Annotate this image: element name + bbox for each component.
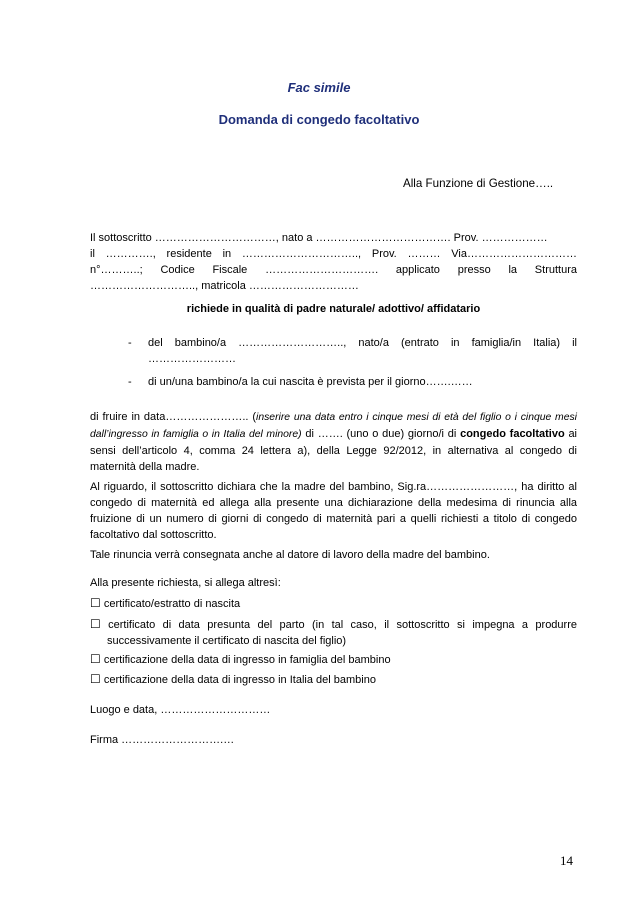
p1-text: di fruire in data………………….. (: [90, 411, 257, 423]
page-number: 14: [560, 853, 573, 868]
dash-marker: -: [128, 337, 132, 349]
attachment-item: [90, 651, 577, 668]
p1-italic-note: inserire una data entro i cinque mesi di età del figlio o i cinque mesi dall’ingresso in famiglia o in Italia del minore): [90, 412, 577, 440]
option-child-born: [128, 335, 577, 367]
paragraph-consegna: Tale rinuncia verrà consegnata anche al datore di lavoro della madre del bambino.: [90, 549, 490, 561]
attachment-item: [90, 616, 577, 649]
attachment-item: [90, 671, 577, 688]
attachments-intro: Alla presente richiesta, si allega altresì:: [90, 577, 281, 589]
document-title: Fac simile: [287, 80, 351, 95]
p1-bold-congedo: congedo facoltativo: [460, 428, 565, 440]
recipient-line: Alla Funzione di Gestione…..: [403, 177, 554, 190]
checkbox-icon: ☐: [90, 672, 101, 686]
intro-line-1: Il sottoscritto ……………………………, nato a ………………………………. Prov. ………………: [90, 232, 548, 244]
document-subtitle: Domanda di congedo facoltativo: [218, 112, 420, 127]
attachment-label-cont: successivamente il certificato di nascita del figlio): [107, 635, 347, 647]
attachment-item: [90, 595, 577, 612]
checkbox-icon: ☐: [90, 652, 101, 666]
option-1-line-2: ……………………: [148, 353, 236, 365]
checkbox-icon: ☐: [90, 596, 101, 610]
attachment-label: certificazione della data di ingresso in Italia del bambino: [103, 674, 376, 686]
attachment-label: certificato/estratto di nascita: [103, 598, 241, 610]
signature-line: Firma ……………………….…: [90, 734, 235, 746]
checkbox-icon: ☐: [90, 617, 101, 631]
intro-line-2: il …………., residente in ………………………….., Prov. ……… Via…………………………: [90, 248, 577, 260]
dash-marker: -: [128, 376, 132, 388]
intro-line-3: n°………..; Codice Fiscale …………………………. applicato presso la Struttura: [90, 264, 577, 276]
paragraph-rinuncia: Al riguardo, il sottoscritto dichiara che la madre del bambino, Sig.ra……………………, ha diritto al congedo di maternità ed allega alla presente una dichiarazione della medesima di rinuncia alla fruizione di un numero di giorni di congedo di maternità pari a quelli richiesti a titolo di congedo facoltativo dal sottoscritto.: [90, 481, 577, 541]
intro-line-4: ……………………….., matricola …………………………: [90, 280, 359, 292]
option-1-line-1: del bambino/a ……………………….., nato/a (entrato in famiglia/in Italia) il: [148, 337, 577, 349]
option-2-line-1: di un/una bambino/a la cui nascita è prevista per il giorno…….……: [148, 376, 473, 388]
place-date-line: Luogo e data, …………………………: [90, 704, 271, 716]
option-child-expected: [128, 374, 577, 390]
attachment-label: certificazione della data di ingresso in famiglia del bambino: [103, 654, 391, 666]
attachment-label: certificato di data presunta del parto (in tal caso, il sottoscritto si impegna a produrre: [108, 619, 577, 631]
intro-paragraph: [90, 230, 577, 294]
p1-text-3: ai sensi dell’articolo 4, comma 24 lettera a), della Legge 92/2012, in alternativa al congedo di maternità della madre.: [90, 428, 578, 473]
p1-text-2: di ……. (uno o due) giorno/i di: [301, 428, 461, 440]
paragraph-fruizione: [90, 409, 577, 475]
request-statement: richiede in qualità di padre naturale/ adottivo/ affidatario: [186, 303, 481, 315]
